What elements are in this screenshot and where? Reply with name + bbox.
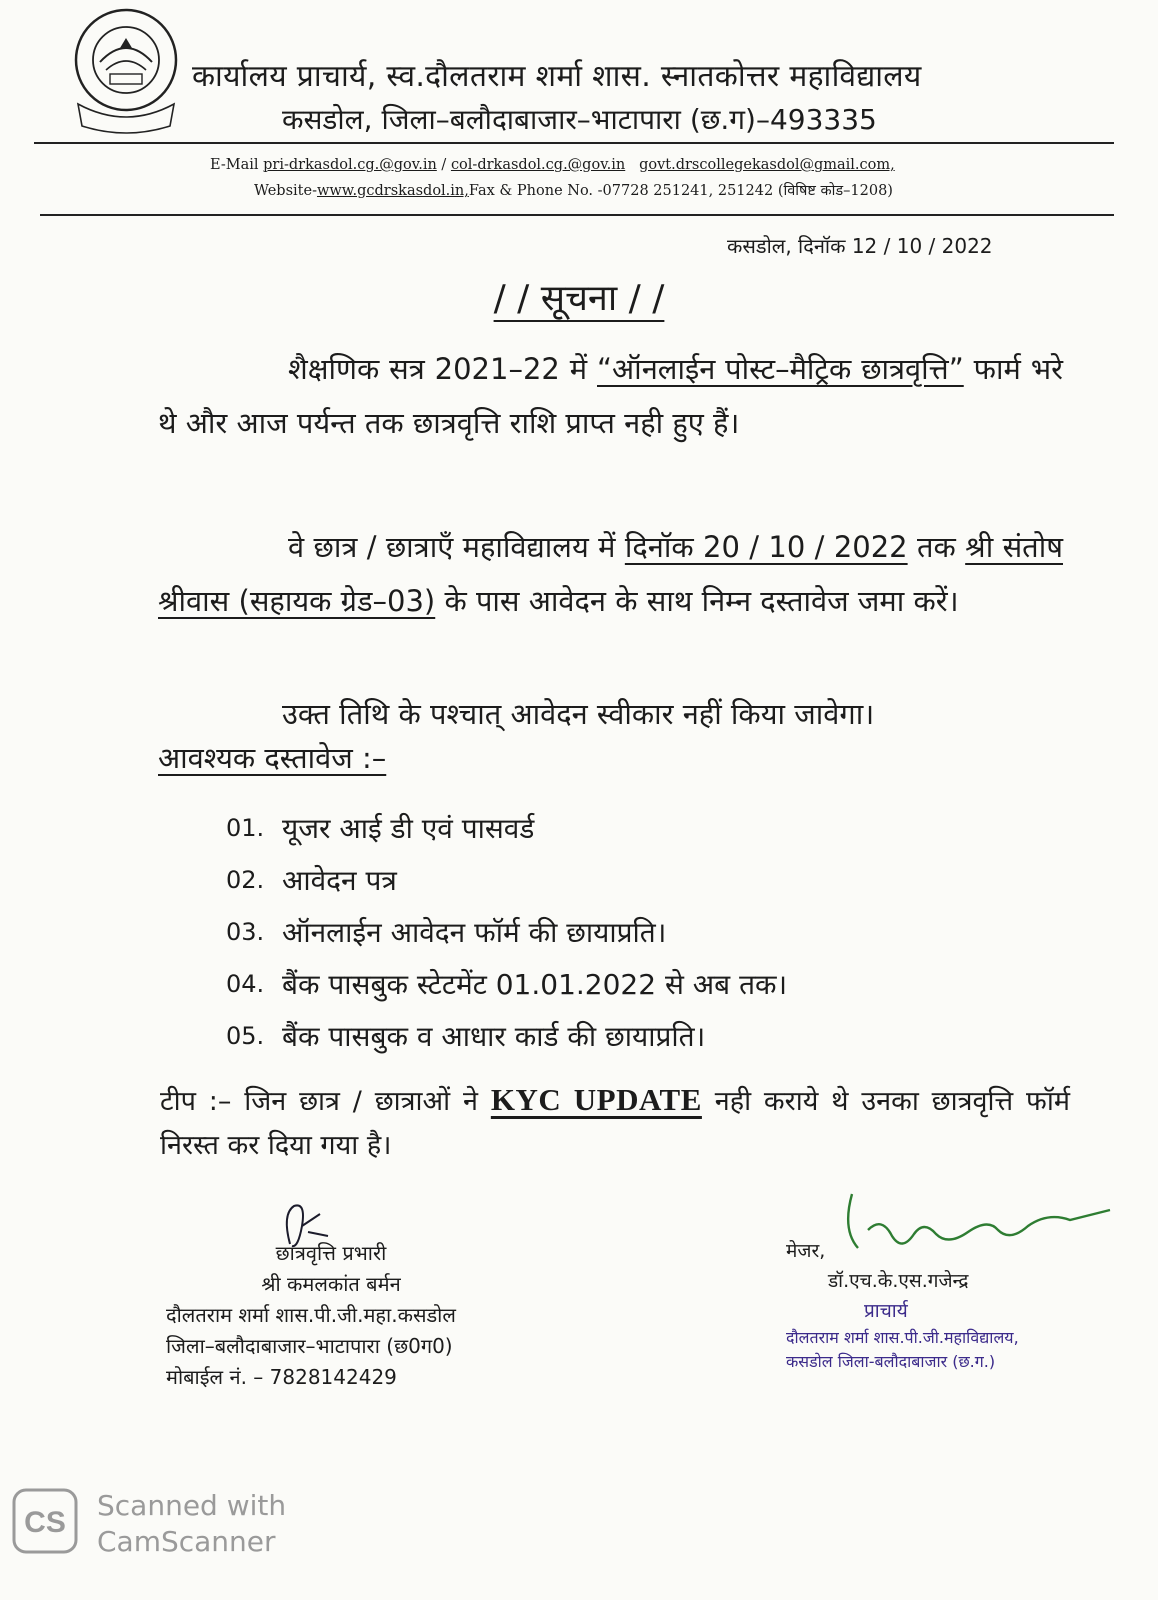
website-line: Website-www.gcdrskasdol.in,Fax & Phone No. -07728 251241, 251242 (विषिष्ट कोड–1208) [254,183,893,199]
principal-prefix: मेजर, [786,1240,826,1262]
incharge-mobile: मोबाईल नं. – 7828142429 [166,1365,397,1389]
email-gmail-link[interactable]: govt.drscollegekasdol@gmail.com, [639,157,895,173]
paragraph-deadline: उक्त तिथि के पश्चात् आवेदन स्वीकार नहीं किया जावेगा। [282,697,875,731]
list-item: 01. यूजर आई डी एवं पासवर्ड [226,812,535,845]
right-signatory-block [786,1236,1126,1374]
documents-heading: आवश्यक दस्तावेज :– [158,741,387,775]
header-divider-top [34,142,1114,144]
notice-title: / / सूचना / / [493,278,665,319]
left-signatory-block [166,1238,546,1393]
notice-date: कसडोल, दिनॉक 12 / 10 / 2022 [727,234,993,258]
principal-stamp-place: कसडोल जिला-बलौदाबाजार (छ.ग.) [786,1352,996,1371]
list-item: 03. ऑनलाईन आवेदन फॉर्म की छायाप्रति। [226,916,667,949]
office-heading: कार्यालय प्राचार्य, स्व.दौलतराम शर्मा शास. स्नातकोत्तर महाविद्यालय [192,59,922,94]
email-college-link[interactable]: col-drkasdol.cg.@gov.in [450,157,626,173]
principal-name: डॉ.एच.के.एस.गजेन्द्र [828,1270,969,1292]
principal-stamp-role: प्राचार्य [864,1300,908,1322]
list-item: 05. बैंक पासबुक व आधार कार्ड की छायाप्रति। [226,1020,706,1053]
college-emblem-logo [70,4,182,134]
kyc-update-text: KYC UPDATE [490,1082,702,1117]
list-item: 04. बैंक पासबुक स्टेटमेंट 01.01.2022 से अब तक। [226,968,788,1001]
scholarship-incharge-role: छात्रवृत्ति प्रभारी [275,1241,387,1265]
paragraph-submission: वे छात्र / छात्राएँ महाविद्यालय में दिनॉक 20 / 10 / 2022 तक श्री संतोष श्रीवास (सहायक ग्रेड–03) के पास आवेदन के साथ निम्न दस्तावेज जमा करें। [158,530,1063,618]
svg-text:CS: CS [24,1506,66,1539]
paragraph-scholarship: शैक्षणिक सत्र 2021–22 में “ऑनलाईन पोस्ट–मैट्रिक छात्रवृत्ति” फार्म भरे थे और आज पर्यन्त तक छात्रवृत्ति राशि प्राप्त नही हुए हैं। [158,352,1063,440]
documents-list [226,802,926,1062]
email-line: E-Mail pri-drkasdol.cg.@gov.in / col-drkasdol.cg.@gov.in govt.drscollegekasdol@gmail.com, [210,157,895,173]
website-link[interactable]: www.gcdrskasdol.in, [316,183,469,199]
email-principal-link[interactable]: pri-drkasdol.cg.@gov.in [263,157,437,173]
incharge-name: श्री कमलकांत बर्मन [261,1272,401,1296]
incharge-district: जिला–बलौदाबाजार–भाटापारा (छ0ग0) [166,1334,453,1358]
camscanner-logo-icon [12,1488,78,1554]
list-item: 02. आवेदन पत्र [226,864,397,897]
incharge-college: दौलतराम शर्मा शास.पी.जी.महा.कसडोल [166,1303,456,1327]
kyc-note: टीप :– जिन छात्र / छात्राओं ने KYC UPDATE नही कराये थे उनका छात्रवृत्ति फॉर्म निरस्त कर दिया गया है। [160,1082,1070,1161]
header-divider-bottom [40,214,1114,216]
principal-stamp-org: दौलतराम शर्मा शास.पी.जी.महाविद्यालय, [786,1328,1019,1347]
camscanner-watermark: Scanned with CamScanner [97,1489,287,1558]
address-heading: कसडोल, जिला–बलौदाबाजार–भाटापारा (छ.ग)–493335 [282,103,877,136]
